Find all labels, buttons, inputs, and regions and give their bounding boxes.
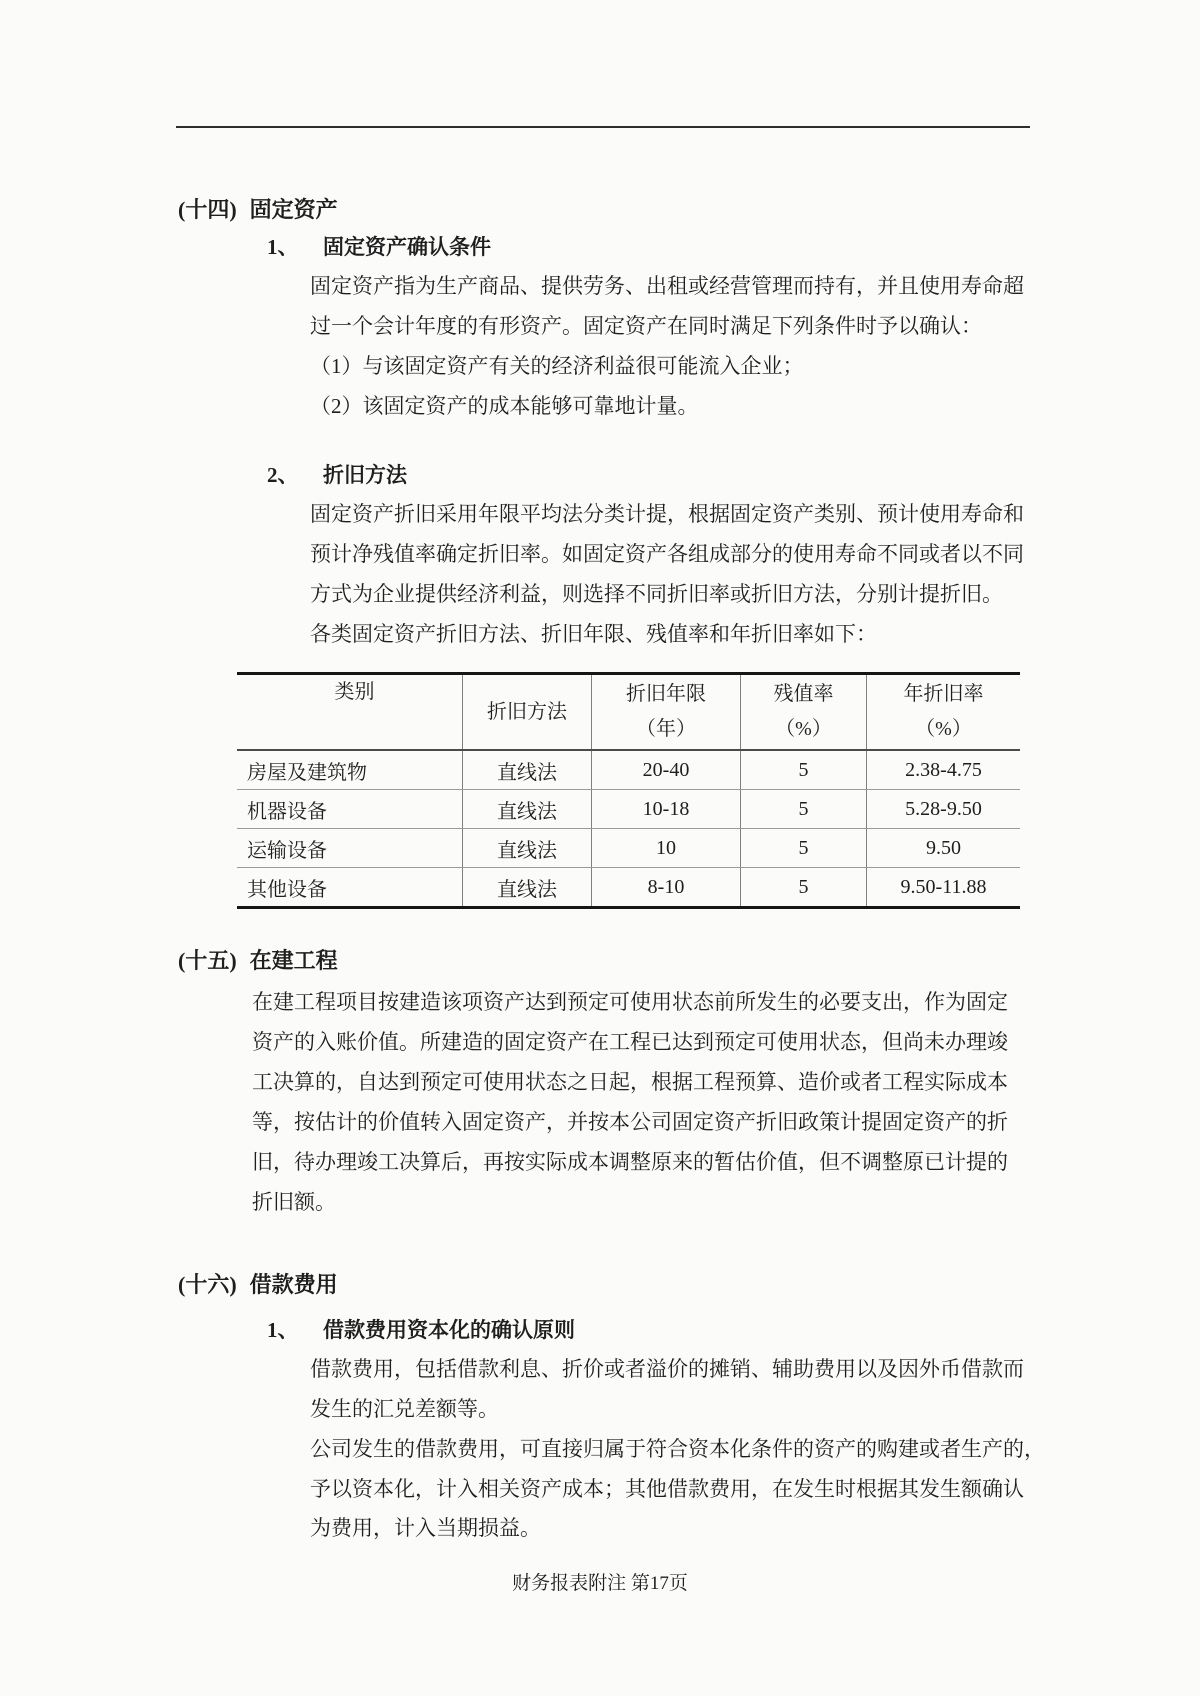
section-14-heading <box>178 195 338 225</box>
section-15-label: (十五) <box>178 948 237 973</box>
table-row <box>237 828 1020 867</box>
depreciation-table <box>237 672 1020 909</box>
header-rule <box>176 126 1030 128</box>
section-16-title: 借款费用 <box>249 1272 338 1297</box>
table-cell: 10 <box>591 829 740 867</box>
section-16-item-1-heading <box>267 1315 575 1345</box>
body-line: 旧，待办理竣工决算后，再按实际成本调整原来的暂估价值，但不调整原已计提的 <box>252 1150 1008 1174</box>
page-footer: 财务报表附注 第17页 <box>512 1573 688 1594</box>
subitem-number: 1、 <box>267 1318 299 1342</box>
table-header-row <box>237 675 1020 751</box>
table-cell: 5 <box>740 751 866 789</box>
section-15-heading <box>178 946 338 976</box>
table-cell: 直线法 <box>462 751 591 789</box>
body-line: 为费用，计入当期损益。 <box>310 1516 541 1540</box>
body-line: 借款费用，包括借款利息、折价或者溢价的摊销、辅助费用以及因外币借款而 <box>310 1357 1024 1381</box>
table-cell: 其他设备 <box>247 878 327 901</box>
body-line: 预计净残值率确定折旧率。如固定资产各组成部分的使用寿命不同或者以不同 <box>310 542 1024 566</box>
table-cell: 5 <box>740 829 866 867</box>
table-cell: 5 <box>740 868 866 906</box>
table-header-cell <box>866 675 1020 749</box>
header-line-1: 类别 <box>334 681 375 703</box>
table-row <box>237 789 1020 828</box>
header-line-2: （%） <box>915 718 972 740</box>
body-line: 予以资本化，计入相关资产成本；其他借款费用，在发生时根据其发生额确认 <box>310 1477 1024 1501</box>
header-line-1: 折旧年限 <box>626 683 706 705</box>
table-cell: 机器设备 <box>247 800 327 823</box>
section-15-title: 在建工程 <box>249 948 338 973</box>
table-cell: 8-10 <box>591 868 740 906</box>
body-line: 过一个会计年度的有形资产。固定资产在同时满足下列条件时予以确认： <box>310 314 982 338</box>
subitem-title: 固定资产确认条件 <box>323 235 491 259</box>
body-line: （2）该固定资产的成本能够可靠地计量。 <box>310 394 699 418</box>
section-16-label: (十六) <box>178 1272 237 1297</box>
body-line: 各类固定资产折旧方法、折旧年限、残值率和年折旧率如下： <box>310 622 877 646</box>
subitem-number: 1、 <box>267 235 299 259</box>
header-line-2: （年） <box>636 718 696 740</box>
table-cell: 2.38-4.75 <box>866 751 1020 789</box>
subitem-title: 借款费用资本化的确认原则 <box>323 1318 575 1342</box>
body-line: 在建工程项目按建造该项资产达到预定可使用状态前所发生的必要支出，作为固定 <box>252 990 1008 1014</box>
subitem-title: 折旧方法 <box>323 463 407 487</box>
table-cell: 5.28-9.50 <box>866 790 1020 828</box>
table-cell: 直线法 <box>462 790 591 828</box>
table-row <box>237 867 1020 906</box>
body-line: 固定资产折旧采用年限平均法分类计提，根据固定资产类别、预计使用寿命和 <box>310 502 1024 526</box>
subitem-number: 2、 <box>267 463 299 487</box>
body-line: 公司发生的借款费用，可直接归属于符合资本化条件的资产的购建或者生产的， <box>310 1437 1045 1461</box>
table-header-cell <box>591 675 740 749</box>
section-14-label: (十四) <box>178 197 237 222</box>
table-cell: 5 <box>740 790 866 828</box>
table-header-cell <box>462 675 591 749</box>
header-line-1: 残值率 <box>773 683 834 705</box>
body-line: （1）与该固定资产有关的经济利益很可能流入企业； <box>310 354 804 378</box>
section-14-title: 固定资产 <box>249 197 338 222</box>
section-14-item-1-heading <box>267 232 491 262</box>
table-header-cell <box>237 675 462 749</box>
header-line-1: 年折旧率 <box>903 683 984 705</box>
table-cell: 直线法 <box>462 829 591 867</box>
table-cell: 9.50-11.88 <box>866 868 1020 906</box>
header-line-2: （%） <box>775 718 832 740</box>
body-line: 等，按估计的价值转入固定资产，并按本公司固定资产折旧政策计提固定资产的折 <box>252 1110 1008 1134</box>
table-cell: 房屋及建筑物 <box>247 761 367 784</box>
table-cell: 9.50 <box>866 829 1020 867</box>
header-line-1: 折旧方法 <box>487 700 567 723</box>
table-cell: 10-18 <box>591 790 740 828</box>
body-line: 方式为企业提供经济利益，则选择不同折旧率或折旧方法，分别计提折旧。 <box>310 582 1003 606</box>
body-line: 发生的汇兑差额等。 <box>310 1397 499 1421</box>
table-cell: 直线法 <box>462 868 591 906</box>
section-14-item-2-heading <box>267 460 407 490</box>
table-row <box>237 751 1020 789</box>
body-line: 工决算的，自达到预定可使用状态之日起，根据工程预算、造价或者工程实际成本 <box>252 1070 1008 1094</box>
section-16-heading <box>178 1270 338 1300</box>
table-cell: 运输设备 <box>247 839 327 862</box>
body-line: 资产的入账价值。所建造的固定资产在工程已达到预定可使用状态，但尚未办理竣 <box>252 1030 1008 1054</box>
table-cell: 20-40 <box>591 751 740 789</box>
body-line: 折旧额。 <box>252 1190 336 1214</box>
body-line: 固定资产指为生产商品、提供劳务、出租或经营管理而持有，并且使用寿命超 <box>310 274 1024 298</box>
table-header-cell <box>740 675 866 749</box>
